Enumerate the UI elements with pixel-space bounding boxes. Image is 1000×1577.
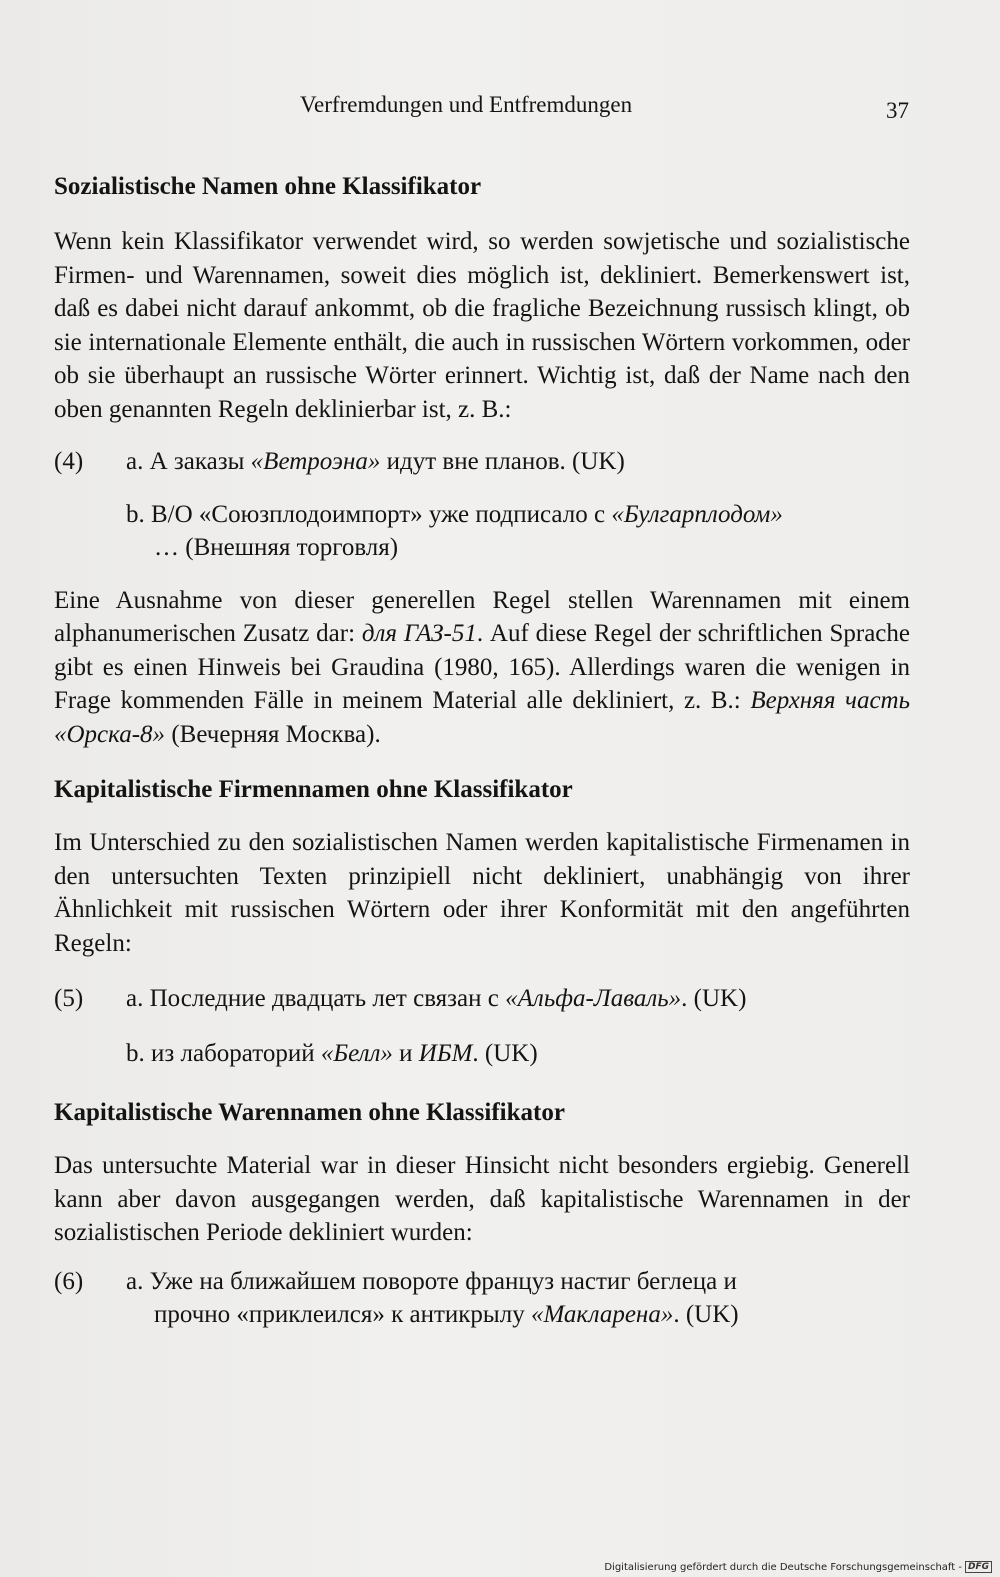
- example-italic-name: ИБМ: [418, 1039, 473, 1067]
- example-italic-name: «Булгарплодом»: [611, 500, 783, 528]
- dfg-logo: DFG: [965, 1561, 992, 1573]
- paragraph-sozialistische-namen: Wenn kein Klassifikator verwendet wird, so werden sowjetische und sozialistische Firmen- und Warennamen, soweit dies möglich ist, dekliniert. Bemerkenswert ist, daß es dabei nicht darauf ankommt, ob die fragliche Bezeichnung russisch klingt, ob sie internationale Elemente enthält, die auch in russischen Wörtern vorkommen, oder ob sie überhaupt an russische Wörter erinnert. Wichtig ist, daß der Name nach den oben genannten Regeln deklinierbar ist, z. B.:: [54, 228, 910, 423]
- example-text: и: [392, 1039, 419, 1067]
- section-heading-kapitalistische-firmennamen: Kapitalistische Firmennamen ohne Klassifikator: [54, 776, 573, 803]
- item-label: b.: [126, 500, 145, 528]
- paragraph-text: (Вечерняя Москва).: [165, 720, 381, 748]
- example-italic-name: «Белл»: [320, 1039, 393, 1067]
- item-label: a.: [126, 985, 144, 1012]
- item-label: a.: [126, 1267, 144, 1295]
- paragraph-italic-example: Верхняя часть «Орска-8»: [54, 687, 910, 748]
- running-head: Verfremdungen und Entfremdungen: [300, 92, 633, 117]
- example-text: . (UK): [681, 985, 747, 1012]
- example-4b-continuation: … (Внешняя торговля): [154, 534, 399, 561]
- example-5: [54, 982, 910, 1070]
- paragraph-italic-example: для ГАЗ-51: [361, 620, 477, 647]
- page-number: 37: [886, 98, 909, 123]
- page-content: [54, 170, 910, 1332]
- example-italic-name: «Альфа-Лаваль»: [505, 985, 682, 1012]
- example-4b: [126, 498, 910, 532]
- example-5b: [126, 1037, 910, 1071]
- example-text: Последние двадцать лет связан с: [149, 985, 506, 1012]
- digitization-footer: [604, 1561, 992, 1573]
- example-text: из лабораторий: [151, 1039, 321, 1067]
- example-text: А заказы: [149, 448, 251, 475]
- example-6a: [126, 1265, 910, 1299]
- example-number: (4): [54, 448, 84, 475]
- paragraph-text: . Auf diese Regel der schriftlichen Sprache gibt es einen Hinweis bei Graudina (1980, 165). Allerdings waren die wenigen in Frage kommenden Fälle in meinem Material alle dekliniert, z. B.:: [54, 620, 910, 714]
- example-6: [54, 1265, 910, 1332]
- example-text: прочно «приклеился» к антикрылу: [154, 1301, 531, 1328]
- footer-text: Digitalisierung gefördert durch die Deutsche Forschungsgemeinschaft -: [604, 1561, 962, 1573]
- example-italic-name: «Ветроэна»: [250, 448, 381, 475]
- example-text: . (UK): [472, 1039, 538, 1067]
- paragraph-exception: [54, 584, 910, 752]
- example-text: В/О «Союзплодоимпорт» уже подписало с: [151, 500, 612, 528]
- paragraph-kapitalistische-firmennamen: Im Unterschied zu den sozialistischen Namen werden kapitalistische Firmenamen in den untersuchten Texten prinzipiell nicht dekliniert, unabhängig von ihrer Ähnlichkeit mit russischen Wörtern oder ihrer Konformität mit den angeführten Regeln:: [54, 829, 910, 957]
- paragraph-kapitalistische-warennamen: Das untersuchte Material war in dieser Hinsicht nicht besonders ergiebig. Generell kann aber davon ausgegangen werden, daß kapitalistische Warennamen in der sozialistischen Periode dekliniert wurden:: [54, 1152, 910, 1246]
- example-italic-name: «Макларена»: [530, 1301, 674, 1328]
- example-number: (5): [54, 985, 84, 1012]
- example-4: [54, 445, 910, 565]
- example-text: Уже на ближайшем повороте француз настиг беглеца и: [149, 1267, 737, 1295]
- example-text: идут вне планов. (UK): [380, 448, 625, 475]
- example-4a: [126, 445, 910, 479]
- item-label: b.: [126, 1039, 145, 1067]
- example-6a-continuation: [154, 1298, 910, 1332]
- paragraph-text: Eine Ausnahme von dieser generellen Regel stellen Warennamen mit einem alphanumerischen Zusatz dar:: [54, 586, 910, 647]
- example-number: (6): [54, 1267, 84, 1295]
- section-heading-sozialistische-namen: Sozialistische Namen ohne Klassifikator: [54, 173, 482, 200]
- example-text: . (UK): [673, 1301, 739, 1328]
- item-label: a.: [126, 448, 144, 475]
- section-heading-kapitalistische-warennamen: Kapitalistische Warennamen ohne Klassifikator: [54, 1099, 565, 1126]
- example-5a: [126, 982, 910, 1016]
